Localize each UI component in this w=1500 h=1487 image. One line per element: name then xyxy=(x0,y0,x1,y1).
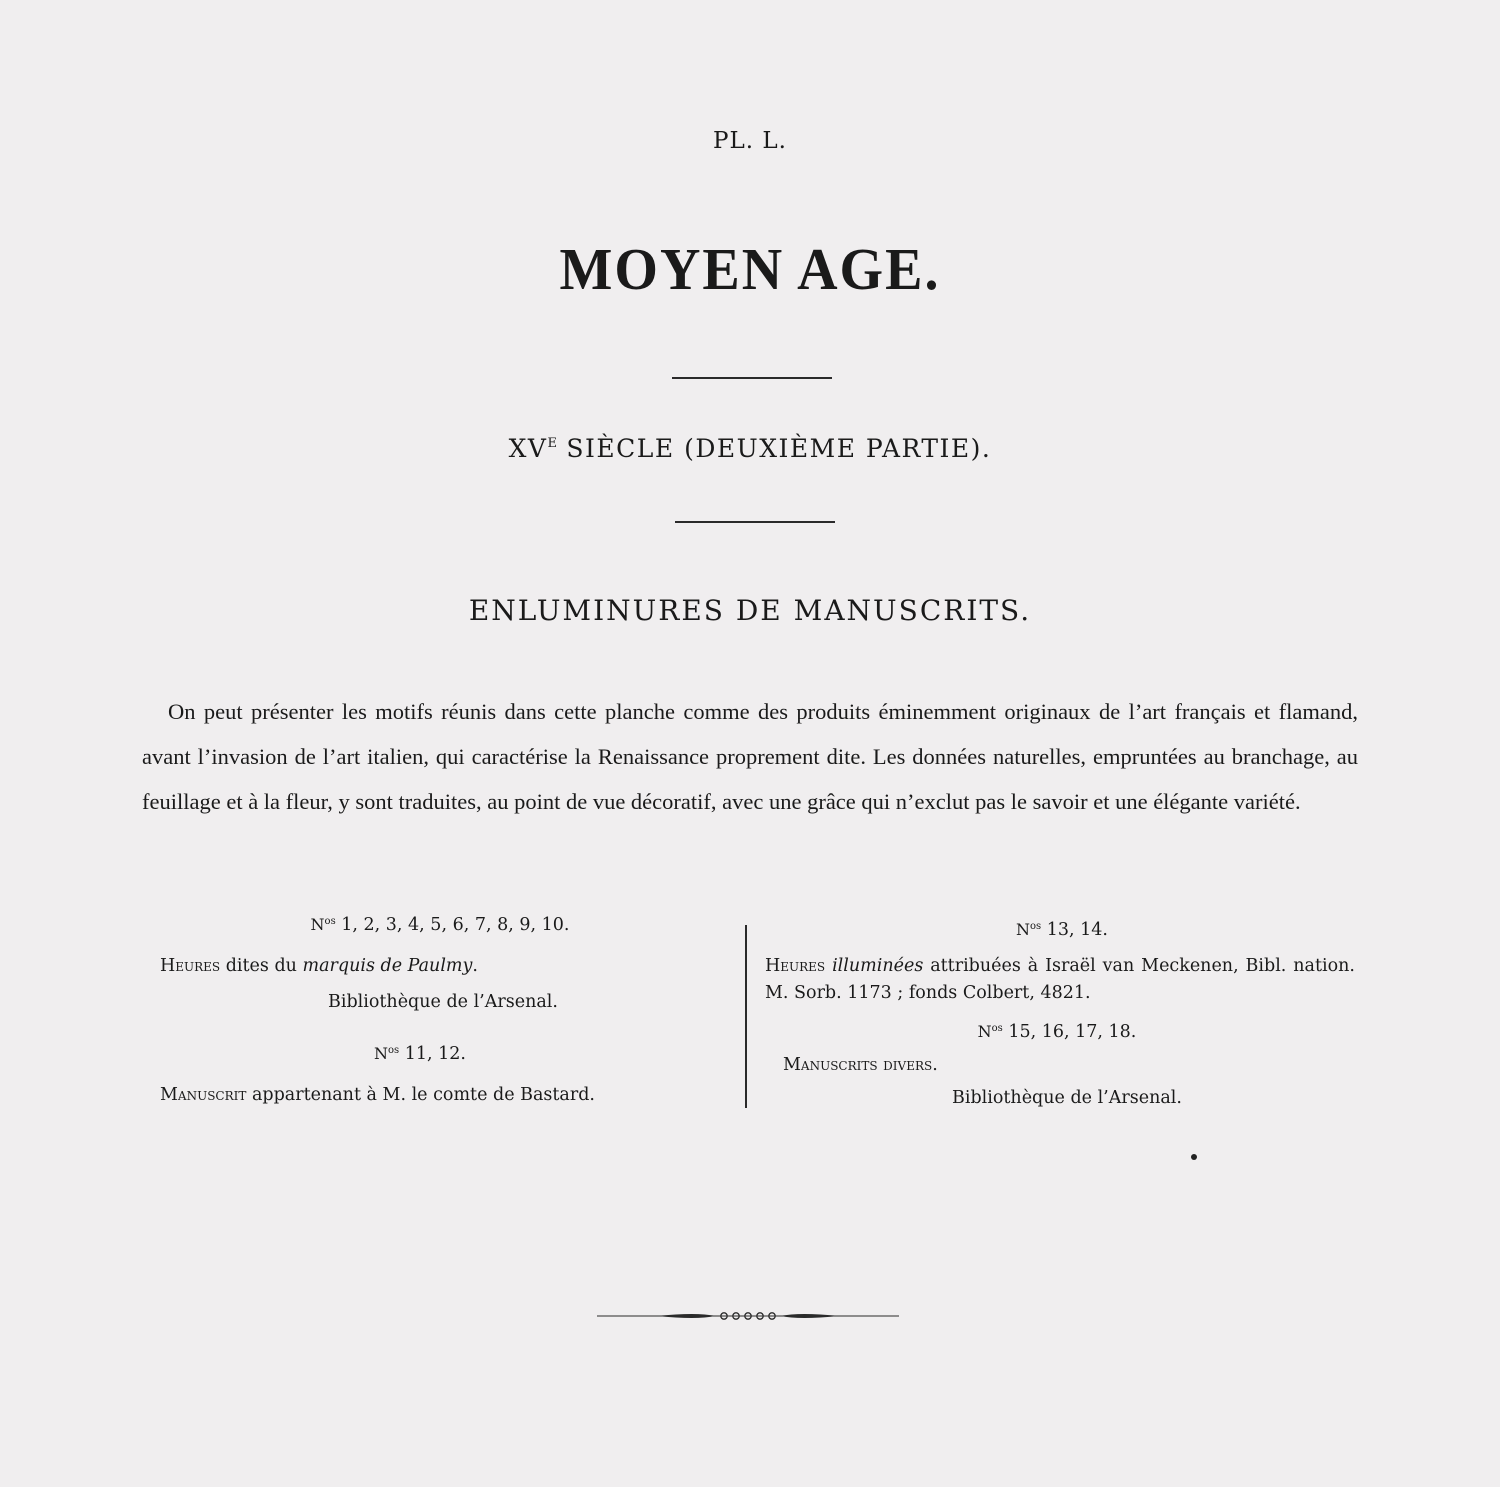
source-line: Manuscrits divers. xyxy=(783,1055,938,1075)
source-owner: marquis de Paulmy xyxy=(302,956,473,976)
century-heading xyxy=(0,434,1500,463)
plate-numbers-heading xyxy=(762,920,1362,940)
location-line: Bibliothèque de l’Arsenal. xyxy=(328,992,558,1012)
numero-superscript: os xyxy=(991,1023,1003,1034)
numero-superscript: os xyxy=(324,916,336,927)
numero-abbrev: N xyxy=(310,915,325,934)
plate-numbers: 1, 2, 3, 4, 5, 6, 7, 8, 9, 10. xyxy=(335,915,570,935)
divider-rule xyxy=(672,377,832,379)
plate-numbers-heading xyxy=(762,1022,1352,1042)
source-end: . xyxy=(472,956,478,976)
page-title: MOYEN AGE. xyxy=(559,237,941,303)
plate-numbers: 11, 12. xyxy=(399,1044,466,1064)
fleuron-ornament-icon xyxy=(597,1305,899,1325)
plate-number: PL. L. xyxy=(713,128,787,154)
numero-superscript: os xyxy=(388,1045,400,1056)
century-text: SIÈCLE (DEUXIÈME PARTIE). xyxy=(556,434,992,463)
numero-abbrev: N xyxy=(1016,920,1031,939)
column-divider xyxy=(745,925,747,1108)
source-text: dites du xyxy=(220,956,303,976)
plate-numbers-heading xyxy=(140,1044,700,1064)
source-type: Heures xyxy=(160,956,221,976)
divider-rule xyxy=(675,521,835,523)
plate-numbers: 15, 16, 17, 18. xyxy=(1002,1022,1137,1042)
numero-abbrev: N xyxy=(977,1022,992,1041)
numero-superscript: os xyxy=(1030,921,1042,932)
subject-heading: ENLUMINURES DE MANUSCRITS. xyxy=(468,594,1032,627)
source-text: appartenant à M. le comte de Bastard. xyxy=(246,1085,595,1105)
century-numeral: XV xyxy=(508,434,548,463)
century-superscript: E xyxy=(547,436,557,451)
source-type: Heures xyxy=(765,956,826,976)
source-line xyxy=(160,956,478,976)
intro-paragraph: On peut présenter les motifs réunis dans cette planche comme des produits éminemment originaux de l’art français et flamand, avant l’invasion de l’art italien, qui caractérise la Renaissance proprement dite. Les données naturelles, empruntées au branchage, au feuillage et à la fleur, y sont traduites, au point de vue décoratif, avec une grâce qui n’exclut pas le savoir et une élégante variété. xyxy=(142,699,1358,814)
source-qualifier: illuminées xyxy=(832,956,924,976)
source-text: attribuées à Israël van Meckenen, Bibl. nation. M. Sorb. 1173 ; fonds Colbert, 4821. xyxy=(765,956,1355,1003)
location-line: Bibliothèque de l’Arsenal. xyxy=(952,1088,1182,1108)
source-line xyxy=(160,1085,595,1105)
paper-speck xyxy=(1191,1154,1197,1160)
plate-numbers-heading xyxy=(160,915,720,935)
source-line xyxy=(765,953,1355,1007)
plate-numbers: 13, 14. xyxy=(1041,920,1108,940)
source-type: Manuscrit xyxy=(160,1085,247,1105)
numero-abbrev: N xyxy=(374,1044,389,1063)
